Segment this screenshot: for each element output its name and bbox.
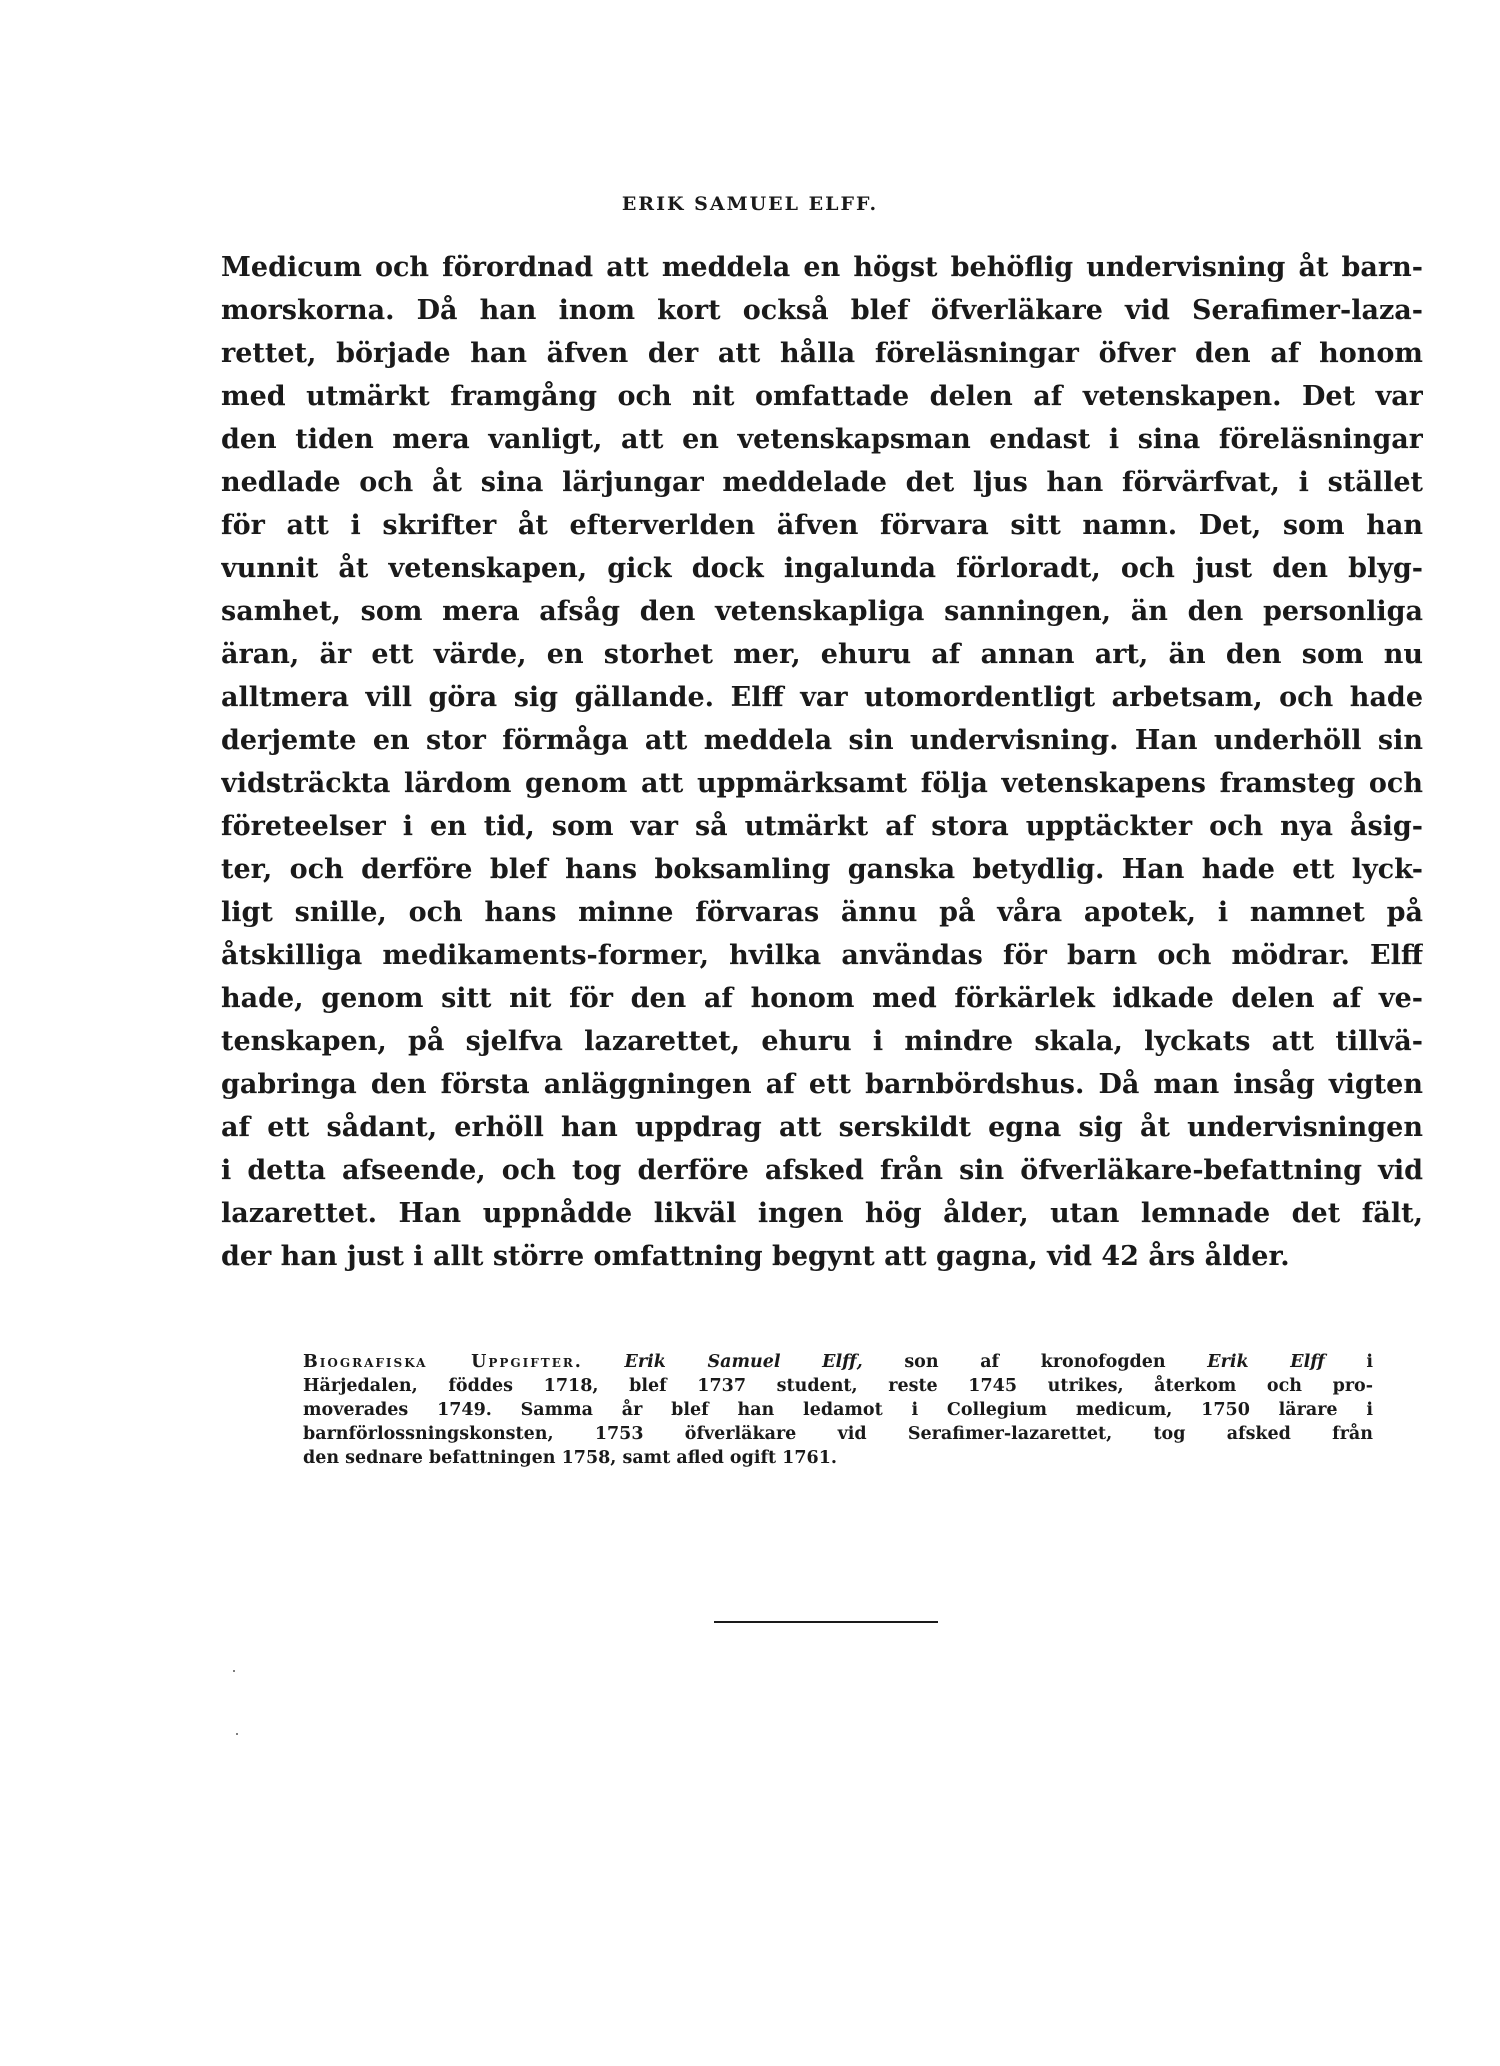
body-line: den tiden mera vanligt, att en vetenskapsman endast i sina föreläsningar bbox=[221, 424, 1423, 455]
body-text bbox=[221, 246, 1423, 1278]
body-line: rettet, började han äfven der att hålla föreläsningar öfver den af honom bbox=[221, 338, 1423, 369]
body-line: lazarettet. Han uppnådde likväl ingen hög ålder, utan lemnade det fält, bbox=[221, 1198, 1423, 1229]
body-line: Medicum och förordnad att meddela en högst behöflig undervisning åt barn- bbox=[221, 252, 1423, 283]
scan-speck bbox=[236, 1733, 238, 1735]
note-line: Härjedalen, föddes 1718, blef 1737 student, reste 1745 utrikes, återkom och pro- bbox=[303, 1376, 1373, 1396]
body-line: derjemte en stor förmåga att meddela sin undervisning. Han underhöll sin bbox=[221, 725, 1423, 756]
body-line: alltmera vill göra sig gällande. Elff var utomordentligt arbetsam, och hade bbox=[221, 682, 1423, 713]
body-line: der han just i allt större omfattning begynt att gagna, vid 42 års ålder. bbox=[221, 1241, 1290, 1272]
body-line: morskorna. Då han inom kort också blef öfverläkare vid Serafimer-laza- bbox=[221, 295, 1423, 326]
body-line: hade, genom sitt nit för den af honom med förkärlek idkade delen af ve- bbox=[221, 983, 1423, 1014]
body-line: af ett sådant, erhöll han uppdrag att serskildt egna sig åt undervisningen bbox=[221, 1112, 1423, 1143]
body-line: åtskilliga medikaments-former, hvilka användas för barn och mödrar. Elff bbox=[221, 940, 1423, 971]
note-first-line bbox=[303, 1350, 1373, 1374]
body-line: vunnit åt vetenskapen, gick dock ingalunda förloradt, och just den blyg- bbox=[221, 553, 1423, 584]
end-rule bbox=[714, 1621, 938, 1623]
biographical-note bbox=[303, 1350, 1373, 1470]
note-subject-name: Erik Samuel Elff, bbox=[624, 1352, 863, 1372]
body-line: äran, är ett värde, en storhet mer, ehuru af annan art, än den som nu bbox=[221, 639, 1423, 670]
note-heading: Biografiska Uppgifter. bbox=[303, 1352, 583, 1372]
note-line: moverades 1749. Samma år blef han ledamot i Collegium medicum, 1750 lärare i bbox=[303, 1400, 1373, 1420]
body-line: samhet, som mera afsåg den vetenskapliga sanningen, än den personliga bbox=[221, 596, 1423, 627]
body-line: ligt snille, och hans minne förvaras ännu på våra apotek, i namnet på bbox=[221, 897, 1423, 928]
body-line: med utmärkt framgång och nit omfattade delen af vetenskapen. Det var bbox=[221, 381, 1423, 412]
body-line: gabringa den första anläggningen af ett barnbördshus. Då man insåg vigten bbox=[221, 1069, 1423, 1100]
body-line: ter, och derföre blef hans boksamling ganska betydlig. Han hade ett lyck- bbox=[221, 854, 1423, 885]
body-line: tenskapen, på sjelfva lazarettet, ehuru i mindre skala, lyckats att tillvä- bbox=[221, 1026, 1423, 1057]
body-line: vidsträckta lärdom genom att uppmärksamt följa vetenskapens framsteg och bbox=[221, 768, 1423, 799]
body-line: för att i skrifter åt efterverlden äfven förvara sitt namn. Det, som han bbox=[221, 510, 1423, 541]
note-father-name: Erik Elff bbox=[1207, 1352, 1325, 1372]
note-text: son af kronofogden bbox=[862, 1352, 1208, 1372]
body-line: företeelser i en tid, som var så utmärkt af stora upptäckter och nya åsig- bbox=[221, 811, 1423, 842]
note-line: barnförlossningskonsten, 1753 öfverläkare vid Serafimer-lazarettet, tog afsked från bbox=[303, 1424, 1373, 1444]
running-head: ERIK SAMUEL ELFF. bbox=[621, 193, 879, 215]
body-line: nedlade och åt sina lärjungar meddelade det ljus han förvärfvat, i stället bbox=[221, 467, 1423, 498]
note-line: den sednare befattningen 1758, samt afled ogift 1761. bbox=[303, 1448, 837, 1468]
scan-speck bbox=[233, 1670, 235, 1672]
note-text: i bbox=[1324, 1352, 1373, 1372]
body-line: i detta afseende, och tog derföre afsked från sin öfverläkare-befattning vid bbox=[221, 1155, 1423, 1186]
